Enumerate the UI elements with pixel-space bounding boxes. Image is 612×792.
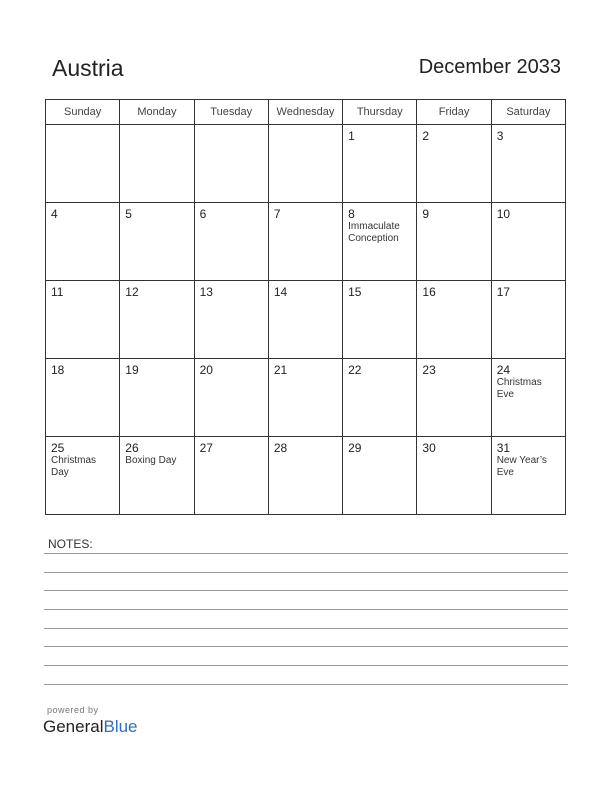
- day-cell: [343, 125, 417, 203]
- holiday-label: New Year’s Eve: [496, 455, 547, 478]
- day-number: 5: [125, 207, 132, 221]
- weekday-friday: Friday: [417, 100, 491, 125]
- day-cell: [46, 281, 120, 359]
- note-line: [44, 628, 568, 629]
- day-cell: [46, 125, 120, 203]
- day-number: 30: [422, 441, 436, 455]
- week-row: [46, 437, 566, 515]
- day-number: 8: [348, 207, 355, 221]
- day-cell: [417, 437, 491, 515]
- holiday-label: Immaculate Conception: [348, 221, 400, 244]
- day-number: 28: [273, 441, 288, 455]
- week-row: [46, 203, 566, 281]
- day-cell: [491, 125, 565, 203]
- day-number: 12: [125, 285, 139, 299]
- note-line: [44, 572, 568, 573]
- month-title: December 2033: [418, 56, 561, 78]
- country-title: Austria: [52, 55, 124, 81]
- day-cell: [46, 437, 120, 515]
- weekday-monday: Monday: [120, 100, 194, 125]
- day-cell: [491, 359, 565, 437]
- day-number: 23: [422, 363, 436, 377]
- day-number: 15: [348, 285, 362, 299]
- day-cell: [120, 125, 194, 203]
- day-cell: [491, 281, 565, 359]
- week-row: [46, 281, 566, 359]
- day-number: 16: [422, 285, 436, 299]
- day-cell: [194, 203, 268, 281]
- day-cell: [417, 281, 491, 359]
- week-row: [46, 125, 566, 203]
- day-cell: [268, 359, 342, 437]
- calendar-grid: [45, 99, 566, 515]
- day-number: 25: [51, 441, 65, 455]
- day-cell: [417, 125, 491, 203]
- day-number: 10: [496, 207, 511, 221]
- day-number: 24: [496, 363, 511, 377]
- day-cell: [120, 437, 194, 515]
- day-number: 9: [422, 207, 430, 221]
- weekday-thursday: Thursday: [343, 100, 417, 125]
- note-line: [44, 553, 568, 554]
- day-number: 1: [348, 129, 355, 143]
- day-cell: [343, 359, 417, 437]
- day-cell: [194, 437, 268, 515]
- day-number: 6: [199, 207, 207, 221]
- holiday-label: Christmas Eve: [496, 377, 542, 400]
- day-number: 19: [125, 363, 139, 377]
- weekday-tuesday: Tuesday: [194, 100, 268, 125]
- day-number: 22: [348, 363, 362, 377]
- day-number: 27: [199, 441, 213, 455]
- day-cell: [46, 203, 120, 281]
- note-line: [44, 609, 568, 610]
- day-cell: [417, 359, 491, 437]
- day-number: 20: [199, 363, 213, 377]
- day-cell: [343, 437, 417, 515]
- day-cell: [194, 281, 268, 359]
- day-cell: [268, 125, 342, 203]
- day-cell: [343, 203, 417, 281]
- notes-label: NOTES:: [48, 537, 93, 551]
- weekday-saturday: Saturday: [491, 100, 565, 125]
- weekday-sunday: Sunday: [46, 100, 120, 125]
- day-cell: [194, 125, 268, 203]
- day-cell: [268, 437, 342, 515]
- day-number: 11: [51, 285, 64, 299]
- day-cell: [343, 281, 417, 359]
- day-number: 26: [125, 441, 139, 455]
- day-number: 31: [496, 441, 511, 455]
- brand-blue: Blue: [103, 717, 138, 736]
- day-cell: [194, 359, 268, 437]
- day-cell: [268, 203, 342, 281]
- day-cell: [120, 203, 194, 281]
- day-cell: [417, 203, 491, 281]
- day-number: 3: [496, 129, 504, 143]
- day-number: 14: [273, 285, 288, 299]
- generalblue-logo: [43, 717, 138, 737]
- weekday-wednesday: Wednesday: [268, 100, 342, 125]
- note-line: [44, 590, 568, 591]
- week-row: [46, 359, 566, 437]
- holiday-label: Christmas Day: [51, 455, 97, 478]
- day-number: 7: [273, 207, 281, 221]
- day-number: 2: [422, 129, 430, 143]
- day-cell: [268, 281, 342, 359]
- note-line: [44, 684, 568, 685]
- day-number: 13: [199, 285, 213, 299]
- note-line: [44, 665, 568, 666]
- day-cell: [491, 203, 565, 281]
- day-cell: [120, 359, 194, 437]
- holiday-label: Boxing Day: [125, 455, 177, 466]
- day-number: 18: [51, 363, 65, 377]
- day-cell: [491, 437, 565, 515]
- note-line: [44, 646, 568, 647]
- day-cell: [46, 359, 120, 437]
- day-number: 21: [273, 363, 288, 377]
- day-number: 4: [51, 207, 58, 221]
- day-number: 29: [348, 441, 362, 455]
- day-number: 17: [496, 285, 511, 299]
- powered-by-text: powered by: [47, 705, 99, 715]
- brand-general: General: [43, 717, 104, 736]
- weekday-header-row: [46, 100, 566, 125]
- day-cell: [120, 281, 194, 359]
